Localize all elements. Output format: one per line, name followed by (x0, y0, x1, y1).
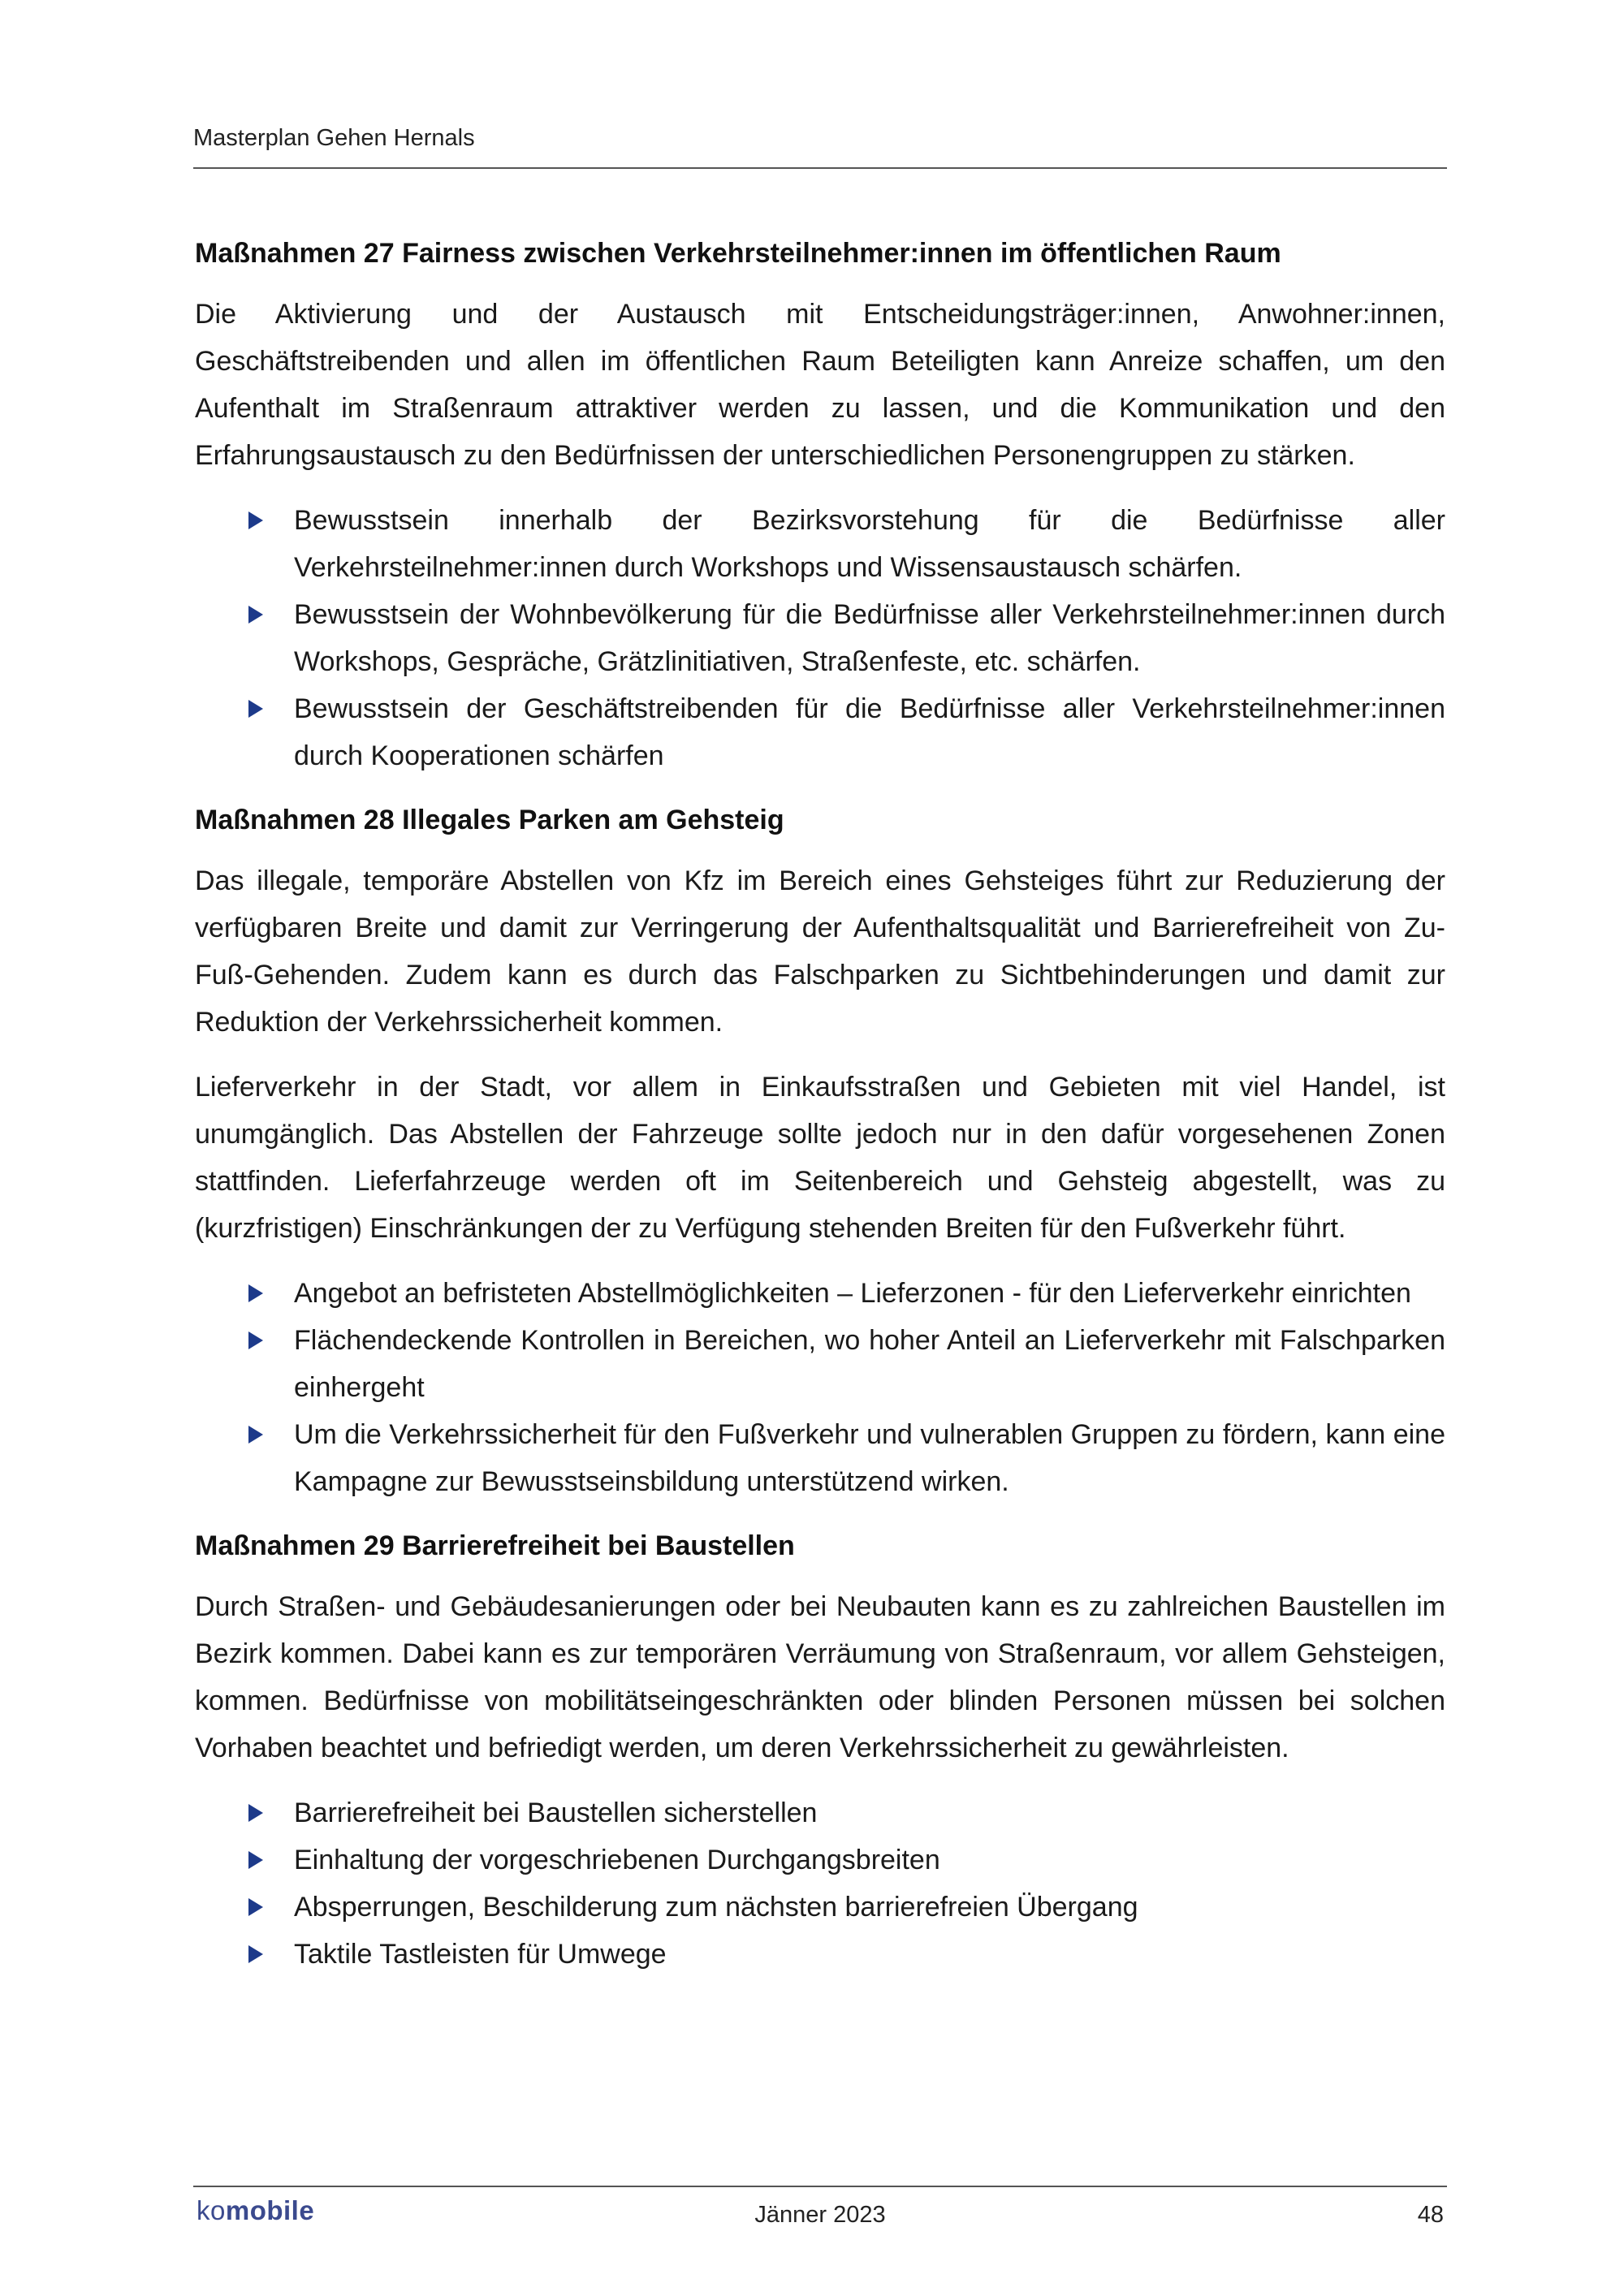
triangle-bullet-icon (248, 1426, 263, 1444)
bullet-item (294, 1411, 1445, 1505)
triangle-bullet-icon (248, 1284, 263, 1302)
triangle-bullet-icon (248, 1851, 263, 1869)
document-title: Masterplan Gehen Hernals (193, 125, 475, 151)
bullet-text: Einhaltung der vorgeschriebenen Durchgangsbreiten (294, 1845, 940, 1875)
bullet-text: Barrierefreiheit bei Baustellen sicherstellen (294, 1798, 818, 1828)
bullet-text: Bewusstsein der Wohnbevölkerung für die Bedürfnisse aller Verkehrsteilnehmer:innen durch Workshops, Gespräche, Grätzlinitiativen, Straßenfeste, etc. schärfen. (294, 599, 1445, 677)
bullet-text: Um die Verkehrssicherheit für den Fußverkehr und vulnerablen Gruppen zu fördern, kann eine Kampagne zur Bewusstseinsbildung unterstützend wirken. (294, 1419, 1445, 1497)
bullet-list (195, 1789, 1445, 1978)
triangle-bullet-icon (248, 606, 263, 624)
bullet-item (294, 497, 1445, 591)
bullet-item (294, 1789, 1445, 1836)
section-massnahme-28 (195, 797, 1445, 1505)
triangle-bullet-icon (248, 1945, 263, 1963)
triangle-bullet-icon (248, 1804, 263, 1822)
paragraph: Lieferverkehr in der Stadt, vor allem in Einkaufsstraßen und Gebieten mit viel Handel, ist unumgänglich. Das Abstellen der Fahrzeuge sollte jedoch nur in den dafür vorgesehenen Zonen stattfinden. Lieferfahrzeuge werden oft im Seitenbereich und Gehsteig abgestellt, was zu (kurzfristigen) Einschränkungen der zu Verfügung stehenden Breiten für den Fußverkehr führt. (195, 1072, 1445, 1244)
triangle-bullet-icon (248, 1331, 263, 1349)
page-header (193, 122, 1447, 169)
bullet-item (294, 591, 1445, 685)
bullet-text: Taktile Tastleisten für Umwege (294, 1939, 667, 1970)
section-heading: Maßnahmen 29 Barrierefreiheit bei Baustellen (195, 1530, 795, 1561)
page-content (195, 231, 1445, 1996)
bullet-text: Bewusstsein der Geschäftstreibenden für die Bedürfnisse aller Verkehrsteilnehmer:innen durch Kooperationen schärfen (294, 693, 1445, 771)
section-heading: Maßnahmen 27 Fairness zwischen Verkehrsteilnehmer:innen im öffentlichen Raum (195, 238, 1281, 269)
bullet-list (195, 497, 1445, 779)
bullet-item (294, 685, 1445, 779)
section-heading: Maßnahmen 28 Illegales Parken am Gehsteig (195, 805, 784, 835)
bullet-item (294, 1836, 1445, 1884)
triangle-bullet-icon (248, 1898, 263, 1916)
bullet-item (294, 1884, 1445, 1931)
triangle-bullet-icon (248, 511, 263, 529)
page-footer (193, 2186, 1447, 2244)
paragraph: Die Aktivierung und der Austausch mit Entscheidungsträger:innen, Anwohner:innen, Geschäftstreibenden und allen im öffentlichen Raum Beteiligten kann Anreize schaffen, um den Aufenthalt im Straßenraum attraktiver werden zu lassen, und die Kommunikation und den Erfahrungsaustausch zu den Bedürfnissen der unterschiedlichen Personengruppen zu stärken. (195, 299, 1445, 471)
bullet-item (294, 1931, 1445, 1978)
page-number: 48 (1417, 2202, 1444, 2228)
bullet-list (195, 1270, 1445, 1505)
section-massnahme-29 (195, 1523, 1445, 1978)
section-massnahme-27 (195, 231, 1445, 779)
bullet-item (294, 1317, 1445, 1411)
bullet-text: Flächendeckende Kontrollen in Bereichen, wo hoher Anteil an Lieferverkehr mit Falschparken einhergeht (294, 1325, 1445, 1403)
logo-text-mobile: mobile (225, 2195, 315, 2225)
footer-date: Jänner 2023 (754, 2202, 886, 2228)
bullet-text: Absperrungen, Beschilderung zum nächsten barrierefreien Übergang (294, 1892, 1138, 1923)
bullet-text: Angebot an befristeten Abstellmöglichkeiten – Lieferzonen - für den Lieferverkehr einrichten (294, 1278, 1411, 1309)
bullet-item (294, 1270, 1445, 1317)
bullet-text: Bewusstsein innerhalb der Bezirksvorstehung für die Bedürfnisse aller Verkehrsteilnehmer:innen durch Workshops und Wissensaustausch schärfen. (294, 505, 1445, 583)
triangle-bullet-icon (248, 700, 263, 718)
paragraph: Das illegale, temporäre Abstellen von Kfz im Bereich eines Gehsteiges führt zur Reduzierung der verfügbaren Breite und damit zur Verringerung der Aufenthaltsqualität und Barrierefreiheit von Zu-Fuß-Gehenden. Zudem kann es durch das Falschparken zu Sichtbehinderungen und damit zur Reduktion der Verkehrssicherheit kommen. (195, 865, 1445, 1038)
paragraph: Durch Straßen- und Gebäudesanierungen oder bei Neubauten kann es zu zahlreichen Baustellen im Bezirk kommen. Dabei kann es zur temporären Verräumung von Straßenraum, vor allem Gehsteigen, kommen. Bedürfnisse von mobilitätseingeschränkten oder blinden Personen müssen bei solchen Vorhaben beachtet und befriedigt werden, um deren Verkehrssicherheit zu gewährleisten. (195, 1591, 1445, 1763)
logo-text-ko: ko (197, 2195, 226, 2225)
